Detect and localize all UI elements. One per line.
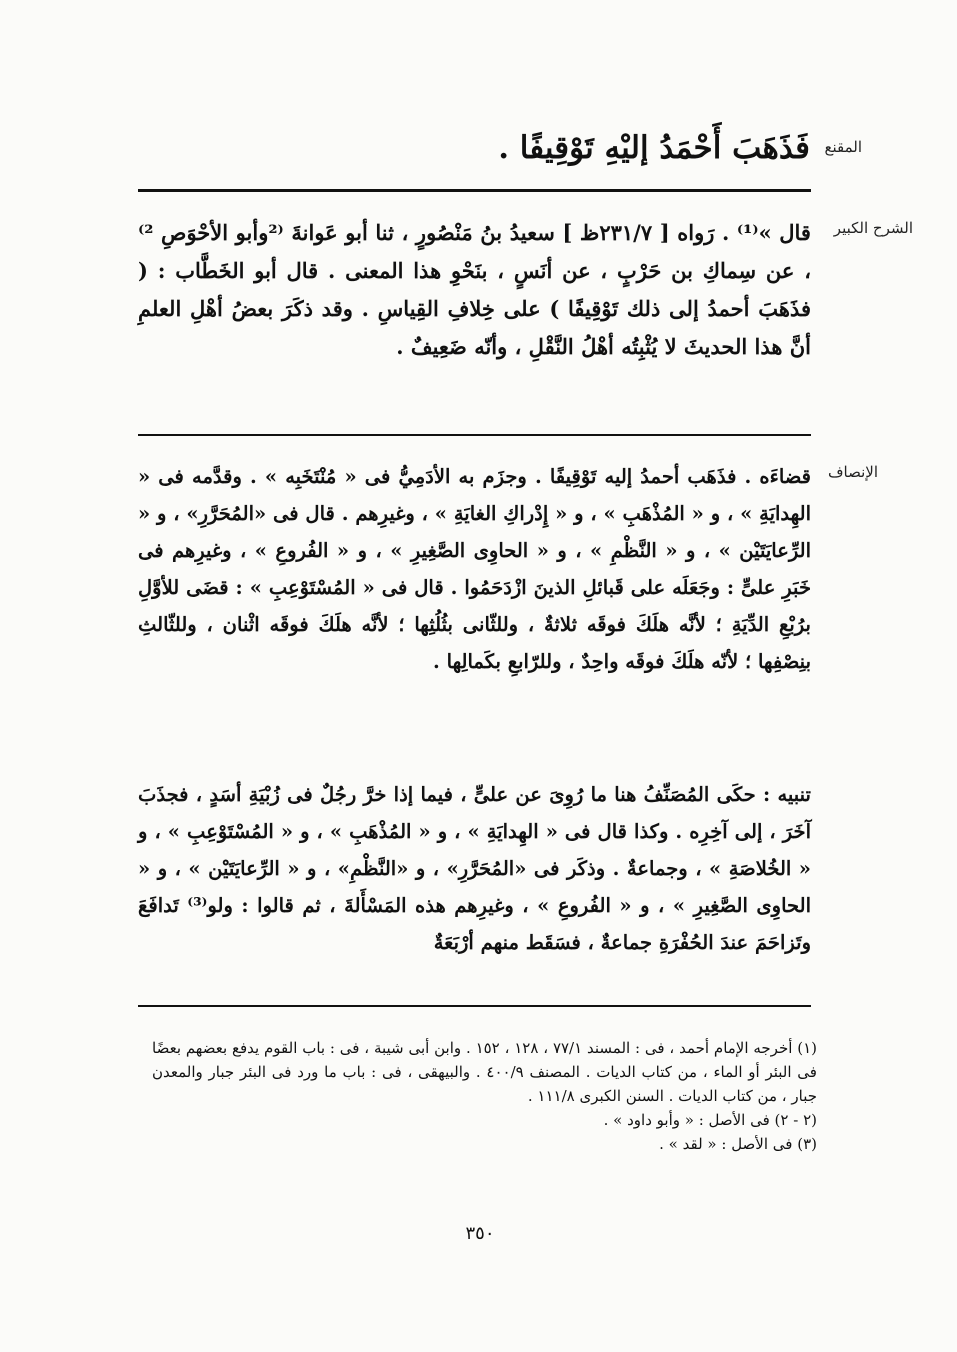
tanbih-paragraph — [138, 776, 811, 961]
page-number: ٣٥٠ — [465, 1223, 495, 1244]
muqni-text: فَذَهَبَ أَحْمَدُ إليْهِ تَوْقِيفًا . — [498, 130, 810, 166]
footnote-divider — [138, 1005, 811, 1007]
footnote-2: (٢ - ٢) فى الأصل : « وأبو داود » . — [603, 1111, 817, 1129]
sharh-paragraph — [138, 214, 811, 366]
section-label-insaf: الإنصاف — [827, 463, 878, 481]
section-label-sharh: الشرح الكبير — [833, 219, 913, 237]
section-label-muqni: المقنع — [824, 138, 862, 156]
insaf-text: قضاءَه . فذَهَب أحمدُ إليه تَوْقِيفًا . وجزَم به الأدَمِيُّ فى « مُنْتَخَبِه » . وقدَّمه فى « الهِدايَةِ » ، و « المُذْهَبِ » ، و « إِدْراكِ الغايَةِ » ، وغيرِهم . قال فى «المُحَرَّرِ» ، و « الرِّعايَتَيْن » ، و « النَّظْمِ » ، و « الحاوِى الصَّغِيرِ » ، و « الفُروعِ » ، وغيرِهم فى خَبَرِ علىٍّ : وجَعَلَه على قَبائلِ الذينَ ازْدَحَمُوا . قال فى « المُسْتَوْعِبِ » : قضَى للأوَّلِ برُبْعِ الدِّيَةِ ؛ لأنَّه هلَكَ فوقَه ثلاثةٌ ، وللثّانى بثُلُثِها ؛ لأنَّه هلَكَ فوقَه اثْنان ، وللثّالثِ بنِصْفِها ؛ لأنّه هلَكَ فوقَه واحِدٌ ، وللرّابعِ بكَمالِها . — [138, 465, 811, 673]
tanbih-text: حكَى المُصَنِّفُ هنا ما رُوِىَ عن علىٍّ ، فيما إذا خرَّ رجُلٌ فى زُبْيَةِ أسَدٍ ، فجذَبَ آخَرَ ، إلى آخِرِه . وكذا قال فى « الهِدايَةِ » ، و « المُذْهَبِ » ، و « المُسْتَوْعِبِ » ، و « الخُلاصَةِ » ، وجماعةٌ . وذكَر فى «المُحَرَّرِ» ، و «النَّظْمِ» ، و « الرِّعايَتَيْن » ، و « الحاوِى الصَّغِيرِ » ، و « الفُروعِ » ، وغيرِهم هذه المَسْأَلةَ ، ثم قالوا : ولو⁽³⁾ تَدافَعَ وتَزاحَمَ عندَ الحُفْرَةِ جماعةٌ ، فسَقَط منهم أرْبَعَةٌ — [138, 783, 811, 954]
footnote-3: (٣) فى الأصل : « لقد » . — [659, 1135, 817, 1153]
section-divider-middle — [138, 434, 811, 436]
section-divider-top — [138, 189, 811, 192]
sharh-text: قال »⁽¹⁾ . رَواه [ ٢٣١/٧ظ ] سعيدُ بنُ مَنْصُورٍ ، ثنا أبو عَوانةَ ⁽²وأبو الأحْوَصِ ²⁾ ، عن سِماكِ بن حَرْبٍ ، عن أنَسٍ ، بنَحْوِ هذا المعنى . قال أبو الخَطَّاب : ( فذَهَبَ أحمدُ إلى ذلك تَوْقِيفًا ) على خِلافِ القِياسِ . وقد ذكَرَ بعضُ أهْلِ العلمِ أنَّ هذا الحديثَ لا يُثْبِتُه أهْلُ النَّقْلِ ، وأنّه ضَعِيفٌ . — [138, 220, 811, 359]
footnote-1: (١) أخرجه الإمام أحمد ، فى : المسند ٧٧/١ ، ١٢٨ ، ١٥٢ . وابن أبى شيبة ، فى : باب القوم يدفع بعضهم بعضًا فى البئر أو الماء ، من كتاب الديات . المصنف ٤٠٠/٩ . والبيهقى ، فى : باب ما ورد فى البئر جبار والمعدن جبار ، من كتاب الديات . السنن الكبرى ١١١/٨ . — [152, 1039, 817, 1105]
footnotes — [152, 1036, 817, 1156]
insaf-paragraph — [138, 458, 811, 680]
tanbih-lead: تنبيه : — [762, 783, 811, 806]
